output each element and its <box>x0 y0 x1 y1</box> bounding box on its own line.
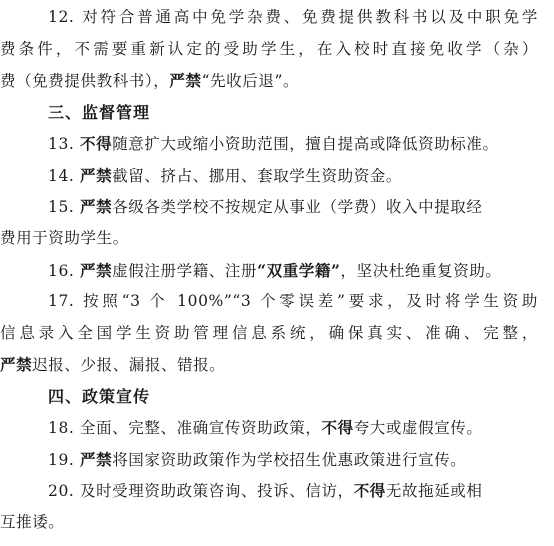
item-18-text-a: 18. 全面、完整、准确宣传资助政策， <box>48 419 322 438</box>
item-12-line-3 <box>0 65 299 97</box>
item-12-text-a: 费（免费提供教科书）， <box>0 72 170 91</box>
item-20-line-2: 互推诿。 <box>0 513 65 531</box>
item-16-text-a: 虚假注册学籍、注册 <box>112 261 258 280</box>
item-16-emphasis-2: “双重学籍” <box>257 260 341 280</box>
item-15-text: 各级各类学校不按规定从事业（学费）收入中提取经 <box>112 198 483 217</box>
section-heading-supervision: 三、监督管理 <box>48 102 151 122</box>
item-14 <box>48 160 402 192</box>
item-12-text-c: “先收后退”。 <box>201 72 300 91</box>
item-20-emphasis: 不得 <box>353 481 386 501</box>
item-14-emphasis: 严禁 <box>79 165 113 185</box>
item-17-emphasis: 严禁 <box>0 355 33 375</box>
item-20-text-a: 20. 及时受理资助政策咨询、投诉、信访， <box>48 482 354 501</box>
item-18-text-b: 夸大或虚假宣传。 <box>353 419 483 438</box>
item-14-number: 14. <box>48 166 80 185</box>
item-13 <box>48 128 499 160</box>
item-13-text: 随意扩大或缩小资助范围，擅自提高或降低资助标准。 <box>112 135 499 154</box>
item-15-number: 15. <box>48 198 80 217</box>
item-19-text: 将国家资助政策作为学校招生优惠政策进行宣传。 <box>112 450 467 469</box>
item-12-line-1: 12. 对符合普通高中免学杂费、免费提供教科书以及中职免学 <box>48 8 538 26</box>
item-18 <box>48 412 483 444</box>
item-13-number: 13. <box>48 135 80 154</box>
item-19 <box>48 444 466 476</box>
item-15-line-2: 费用于资助学生。 <box>0 228 129 247</box>
item-20-line-1 <box>48 475 483 507</box>
item-19-emphasis: 严禁 <box>79 449 113 469</box>
item-18-emphasis: 不得 <box>321 418 354 438</box>
item-17-line-3 <box>0 349 225 381</box>
item-13-emphasis: 不得 <box>79 134 113 154</box>
item-12-line-2: 费条件，不需要重新认定的受助学生，在入校时直接免收学（杂） <box>0 39 538 58</box>
item-14-text: 截留、挤占、挪用、套取学生资助资金。 <box>112 166 402 185</box>
item-16-number: 16. <box>48 261 80 280</box>
item-19-number: 19. <box>48 450 80 469</box>
item-17-text: 迟报、少报、漏报、错报。 <box>32 356 226 375</box>
item-16-text-b: ，坚决杜绝重复资助。 <box>340 261 502 280</box>
item-17-line-2: 信息录入全国学生资助管理信息系统，确保真实、准确、完整， <box>0 323 538 342</box>
item-12-emphasis: 严禁 <box>169 71 202 91</box>
item-15-line-1 <box>48 191 483 223</box>
section-heading-policy-publicity: 四、政策宣传 <box>48 386 151 406</box>
item-15-emphasis: 严禁 <box>79 197 113 217</box>
item-16 <box>48 255 502 287</box>
item-20-text-b: 无故拖延或相 <box>385 482 483 501</box>
item-16-emphasis: 严禁 <box>79 260 113 280</box>
item-17-line-1: 17. 按照“3 个 100%”“3 个零误差”要求，及时将学生资助 <box>48 292 538 310</box>
